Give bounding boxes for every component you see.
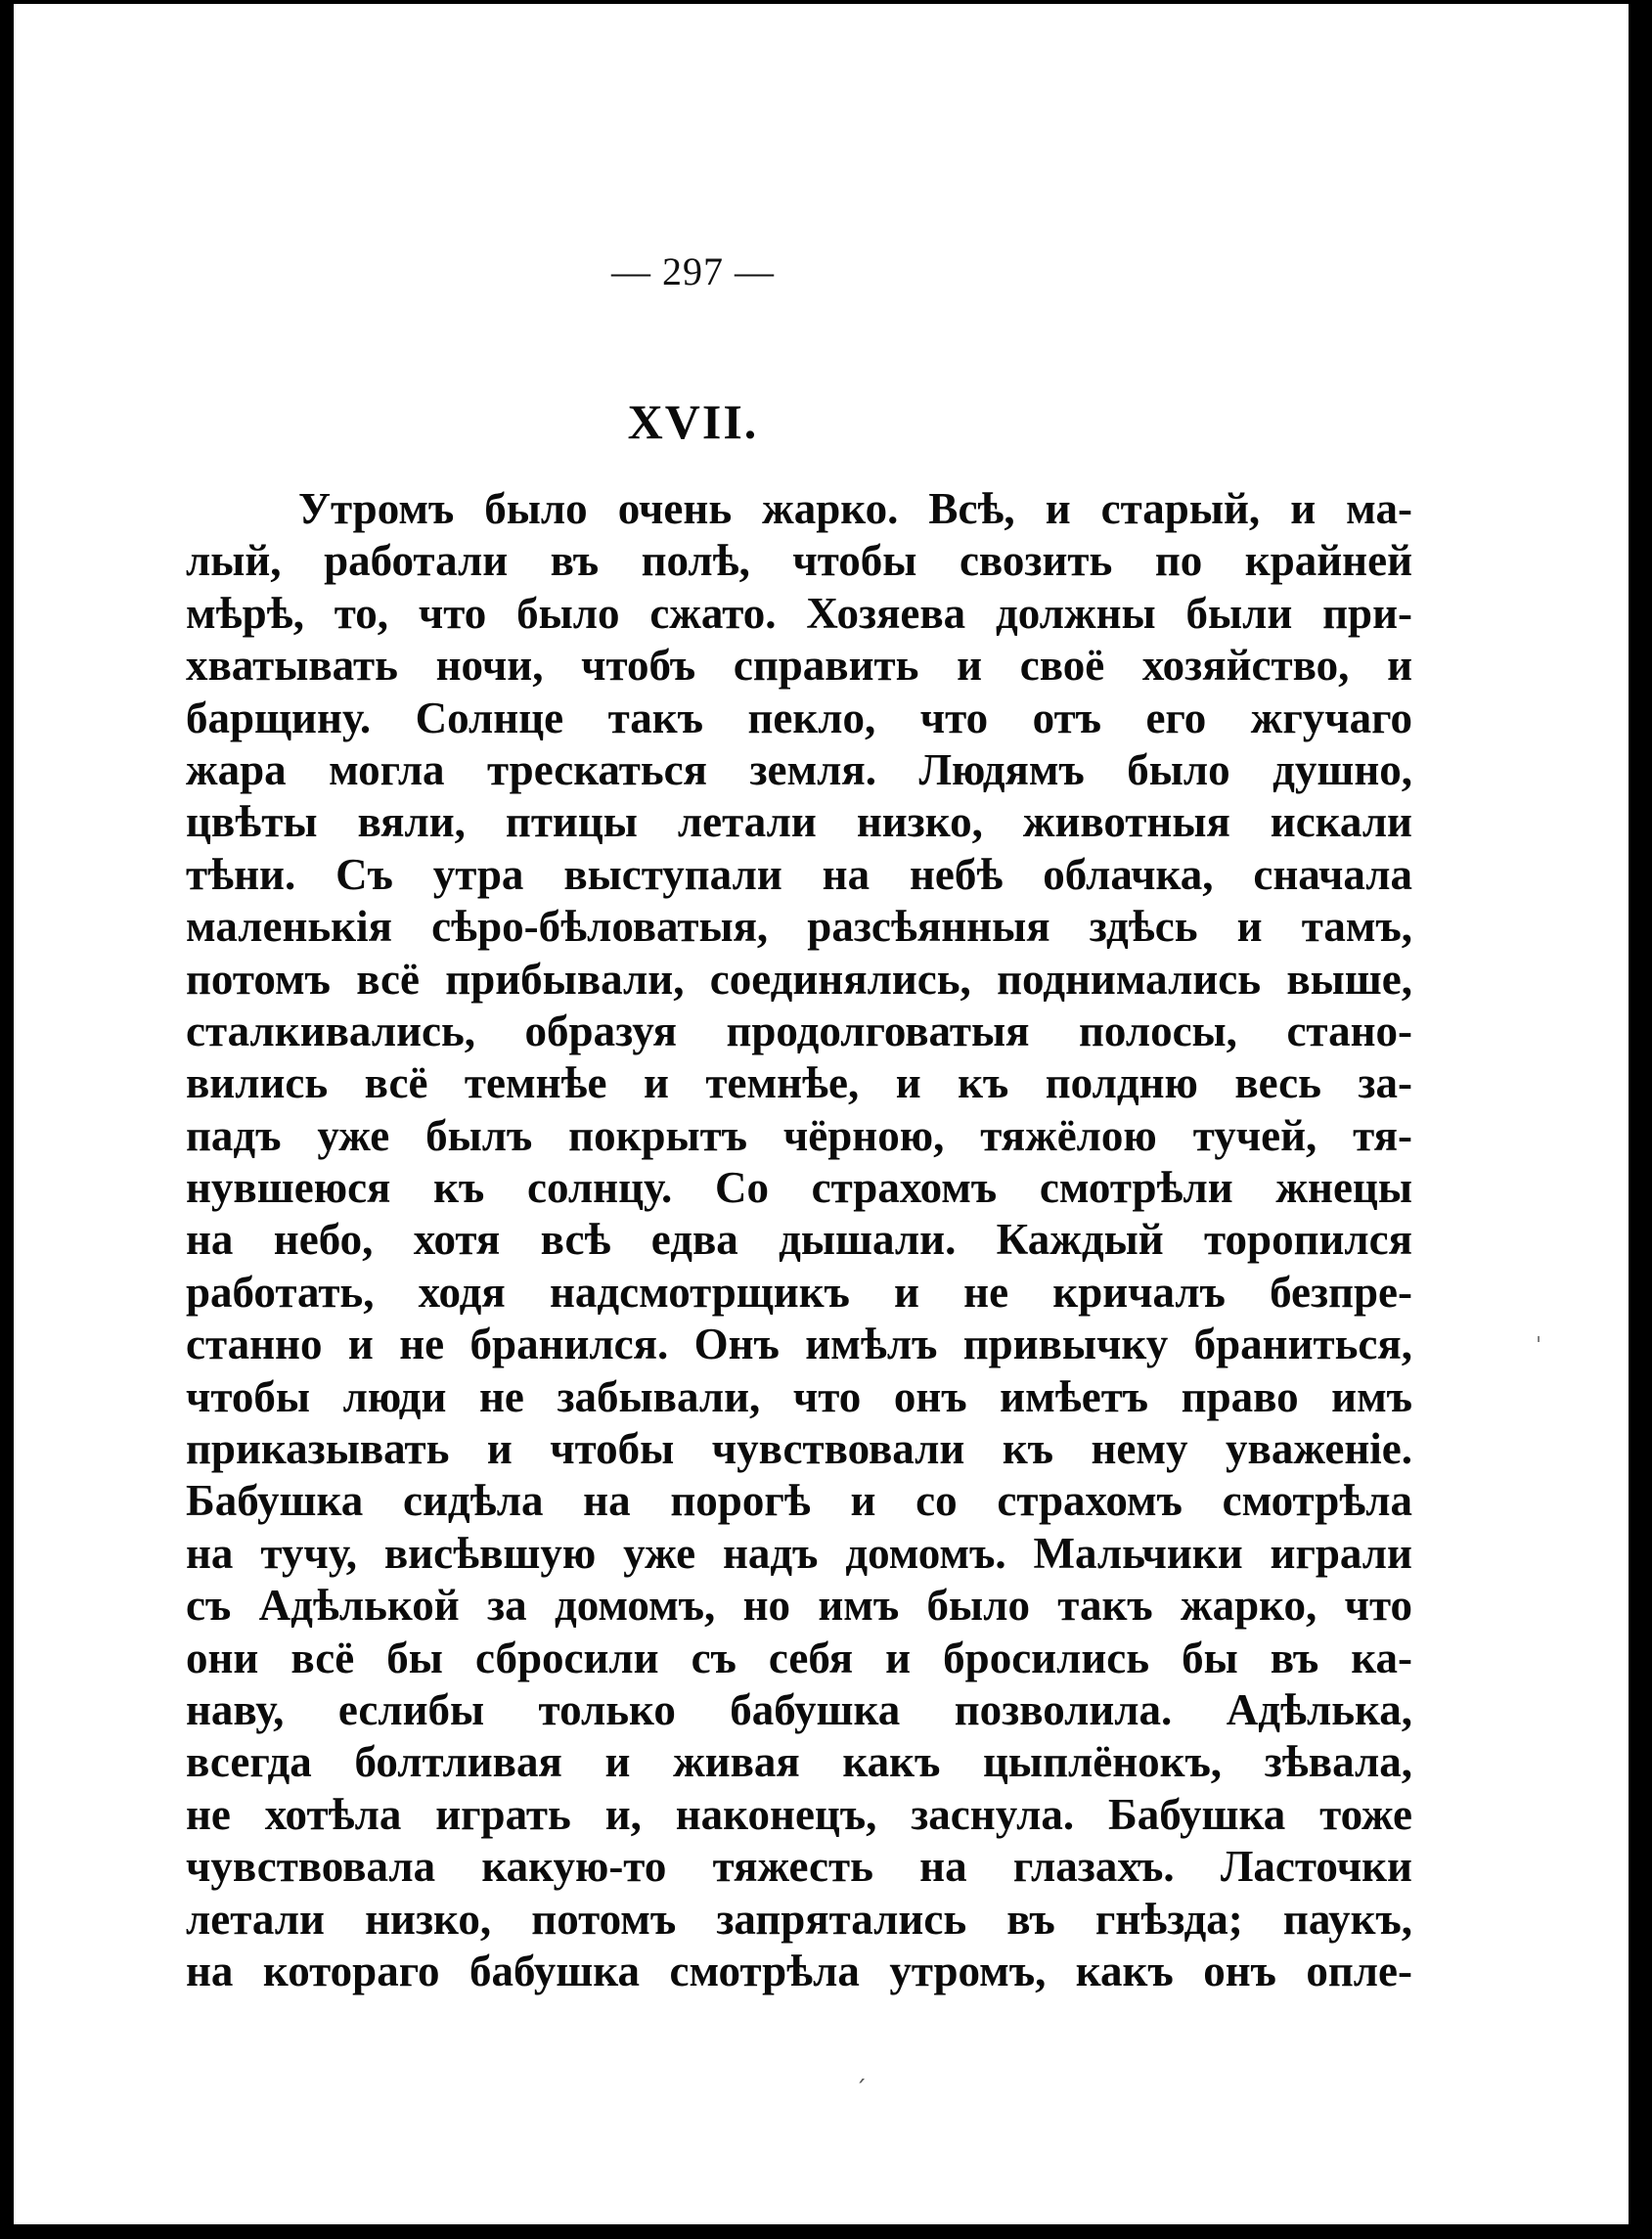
text-line: станно и не бранился. Онъ имѣлъ привычку браниться, [186,1320,1412,1369]
text-line: жара могла трескаться земля. Людямъ было душно, [186,744,1412,794]
text-line: маленькія сѣро-бѣловатыя, разсѣянныя здѣсь и тамъ, [186,902,1412,952]
text-line: на небо, хотя всѣ едва дышали. Каждый торопился [186,1215,1412,1265]
text-line: летали низко, потомъ запрятались въ гнѣзда; паукъ, [186,1894,1412,1944]
text-line: работать, ходя надсмотрщикъ и не кричалъ безпре- [186,1267,1412,1317]
text-line: лый, работали въ полѣ, чтобы свозить по крайней [186,536,1412,586]
text-line: на тучу, висѣвшую уже надъ домомъ. Мальчики играли [186,1528,1412,1578]
body-text [186,483,1412,1997]
text-line: на котораго бабушка смотрѣла утромъ, какъ онъ опле- [186,1946,1412,1995]
text-line: нувшеюся къ солнцу. Со страхомъ смотрѣли жнецы [186,1163,1412,1213]
text-line: сталкивались, образуя продолговатыя полосы, стано- [186,1006,1412,1055]
text-line: Бабушка сидѣла на порогѣ и со страхомъ смотрѣла [186,1476,1412,1526]
chapter-heading: XVII. [627,394,759,449]
text-line: мѣрѣ, то, что было сжато. Хозяева должны были при- [186,588,1412,638]
text-line: вились всё темнѣе и темнѣе, и къ полдню весь за- [186,1058,1412,1108]
scan-speck: ˈ [1536,1334,1542,1359]
text-line: потомъ всё прибывали, соединялись, поднимались выше, [186,954,1412,1004]
text-line: всегда болтливая и живая какъ цыплёнокъ, зѣвала, [186,1737,1412,1787]
text-line: чувствовала какую-то тяжесть на глазахъ. Ласточки [186,1842,1412,1892]
text-line: наву, еслибы только бабушка позволила. Адѣлька, [186,1684,1412,1734]
text-line: барщину. Солнце такъ пекло, что отъ его жгучаго [186,693,1412,742]
text-line: тѣни. Съ утра выступали на небѣ облачка, сначала [186,849,1412,899]
scan-speck: ˏ [855,2056,867,2083]
text-line: цвѣты вяли, птицы летали низко, животныя искали [186,797,1412,847]
page-number: — 297 — [611,249,775,293]
text-line: приказывать и чтобы чувствовали къ нему уваженіе. [186,1424,1412,1474]
text-line: Утромъ было очень жарко. Всѣ, и старый, и ма- [298,484,1412,533]
text-line: хватывать ночи, чтобъ справить и своё хозяйство, и [186,641,1412,691]
book-page [14,4,1638,2224]
text-line: падъ уже былъ покрытъ чёрною, тяжёлою тучей, тя- [186,1110,1412,1160]
text-line: они всё бы сбросили съ себя и бросились бы въ ка- [186,1633,1412,1682]
text-line: чтобы люди не забывали, что онъ имѣетъ право имъ [186,1371,1412,1421]
text-line: съ Адѣлькой за домомъ, но имъ было такъ жарко, что [186,1581,1412,1631]
text-line: не хотѣла играть и, наконецъ, заснула. Бабушка тоже [186,1789,1412,1839]
